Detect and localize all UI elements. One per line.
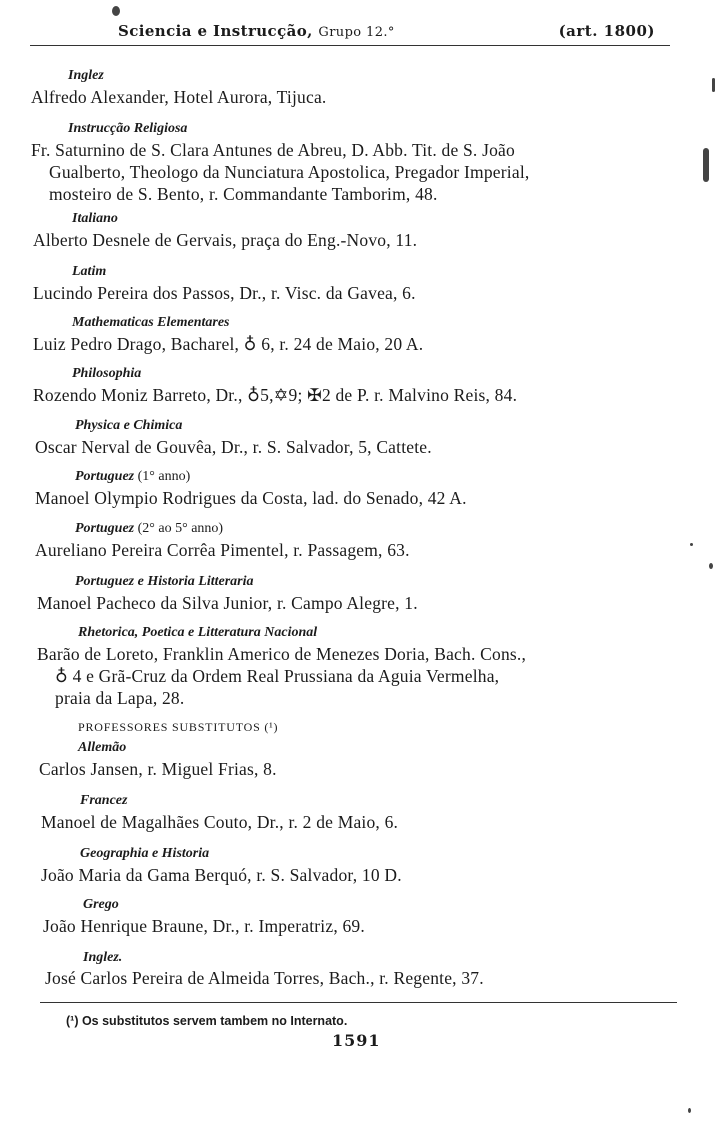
entry-line: Barão de Loreto, Franklin Americo de Menezes Doria, Bach. Cons., — [37, 644, 527, 664]
section-portuguez-2 — [35, 539, 410, 561]
entry-line: José Carlos Pereira de Almeida Torres, Bach., r. Regente, 37. — [45, 968, 484, 988]
entry-line: Carlos Jansen, r. Miguel Frias, 8. — [39, 759, 277, 779]
header-rule — [30, 45, 670, 46]
substitute-inglez — [45, 967, 484, 989]
section-instrucao-religiosa-heading: Instrucção Religiosa — [68, 121, 188, 136]
heading-note: (1° anno) — [137, 469, 191, 484]
section-inglez — [31, 86, 327, 108]
entry-line: Manoel Olympio Rodrigues da Costa, lad. do Senado, 42 A. — [35, 488, 467, 508]
section-philosophia — [33, 384, 517, 406]
scan-speck — [690, 543, 693, 546]
section-philosophia-heading: Philosophia — [72, 366, 142, 381]
substitute-allemao — [39, 758, 277, 780]
section-portuguez-historia-heading: Portuguez e Historia Litteraria — [75, 574, 254, 589]
section-italiano-heading: Italiano — [72, 211, 118, 226]
header-article: (art. 1800) — [558, 22, 655, 40]
footnote-rule — [40, 1002, 677, 1003]
section-latim — [33, 282, 416, 304]
scan-speck — [709, 563, 713, 569]
header-grupo: Grupo 12.° — [318, 25, 395, 40]
entry-line: Rozendo Moniz Barreto, Dr., ♁5,✡9; ✠2 de P. r. Malvino Reis, 84. — [33, 385, 518, 405]
entry-line: João Henrique Braune, Dr., r. Imperatriz, 69. — [43, 916, 365, 936]
section-portuguez-historia — [37, 592, 418, 614]
substitute-geographia — [41, 864, 402, 886]
entry-line: Lucindo Pereira dos Passos, Dr., r. Visc. da Gavea, 6. — [33, 283, 416, 303]
footnote: (¹) Os substitutos servem tambem no Internato. — [66, 1014, 348, 1028]
substitute-francez — [41, 811, 398, 833]
running-header — [118, 22, 655, 46]
section-portuguez-2-heading: Portuguez (2° ao 5° anno) — [75, 521, 224, 536]
section-rhetorica-heading: Rhetorica, Poetica e Litteratura Nacional — [78, 625, 318, 640]
substitute-francez-heading: Francez — [80, 793, 128, 808]
section-inglez-heading: Inglez — [68, 68, 104, 83]
substitute-grego-heading: Grego — [83, 897, 119, 912]
entry-line: praia da Lapa, 28. — [55, 688, 185, 708]
entry-line: Alberto Desnele de Gervais, praça do Eng.-Novo, 11. — [33, 230, 418, 250]
section-mathematicas — [33, 333, 423, 355]
section-physica-heading: Physica e Chimica — [75, 418, 183, 433]
section-instrucao-religiosa — [31, 139, 529, 205]
section-physica — [35, 436, 432, 458]
section-portuguez-1 — [35, 487, 467, 509]
entry-line: Alfredo Alexander, Hotel Aurora, Tijuca. — [31, 87, 327, 107]
substitute-geographia-heading: Geographia e Historia — [80, 846, 210, 861]
entry-line: mosteiro de S. Bento, r. Commandante Tamborim, 48. — [49, 184, 438, 204]
substitutes-title: PROFESSORES SUBSTITUTOS (¹) — [78, 720, 279, 734]
entry-line: Manoel Pacheco da Silva Junior, r. Campo Alegre, 1. — [37, 593, 418, 613]
heading-note: (2° ao 5° anno) — [137, 521, 224, 536]
scan-speck — [112, 6, 120, 16]
entry-line: Oscar Nerval de Gouvêa, Dr., r. S. Salvador, 5, Cattete. — [35, 437, 432, 457]
section-mathematicas-heading: Mathematicas Elementares — [72, 315, 230, 330]
scan-speck — [712, 78, 715, 92]
scan-speck — [688, 1108, 691, 1113]
page-number: 1591 — [332, 1031, 381, 1050]
entry-line: João Maria da Gama Berquó, r. S. Salvador, 10 D. — [41, 865, 402, 885]
entry-line: Manoel de Magalhães Couto, Dr., r. 2 de Maio, 6. — [41, 812, 399, 832]
scan-speck — [703, 148, 709, 182]
substitute-grego — [43, 915, 365, 937]
section-latim-heading: Latim — [72, 264, 107, 279]
header-title: Sciencia e Instrucção, Grupo 12.° — [118, 22, 395, 40]
section-italiano — [33, 229, 417, 251]
substitute-inglez-heading: Inglez. — [83, 950, 123, 965]
entry-line: Aureliano Pereira Corrêa Pimentel, r. Passagem, 63. — [35, 540, 410, 560]
section-rhetorica — [37, 643, 526, 709]
entry-line: Fr. Saturnino de S. Clara Antunes de Abreu, D. Abb. Tit. de S. João — [31, 140, 515, 160]
entry-line: Gualberto, Theologo da Nunciatura Apostolica, Pregador Imperial, — [49, 162, 530, 182]
substitute-allemao-heading: Allemão — [78, 740, 127, 755]
entry-line: Luiz Pedro Drago, Bacharel, ♁ 6, r. 24 de Maio, 20 A. — [33, 334, 424, 354]
entry-line: ♁ 4 e Grã-Cruz da Ordem Real Prussiana da Aguia Vermelha, — [55, 666, 500, 686]
section-portuguez-1-heading: Portuguez (1° anno) — [75, 469, 191, 484]
